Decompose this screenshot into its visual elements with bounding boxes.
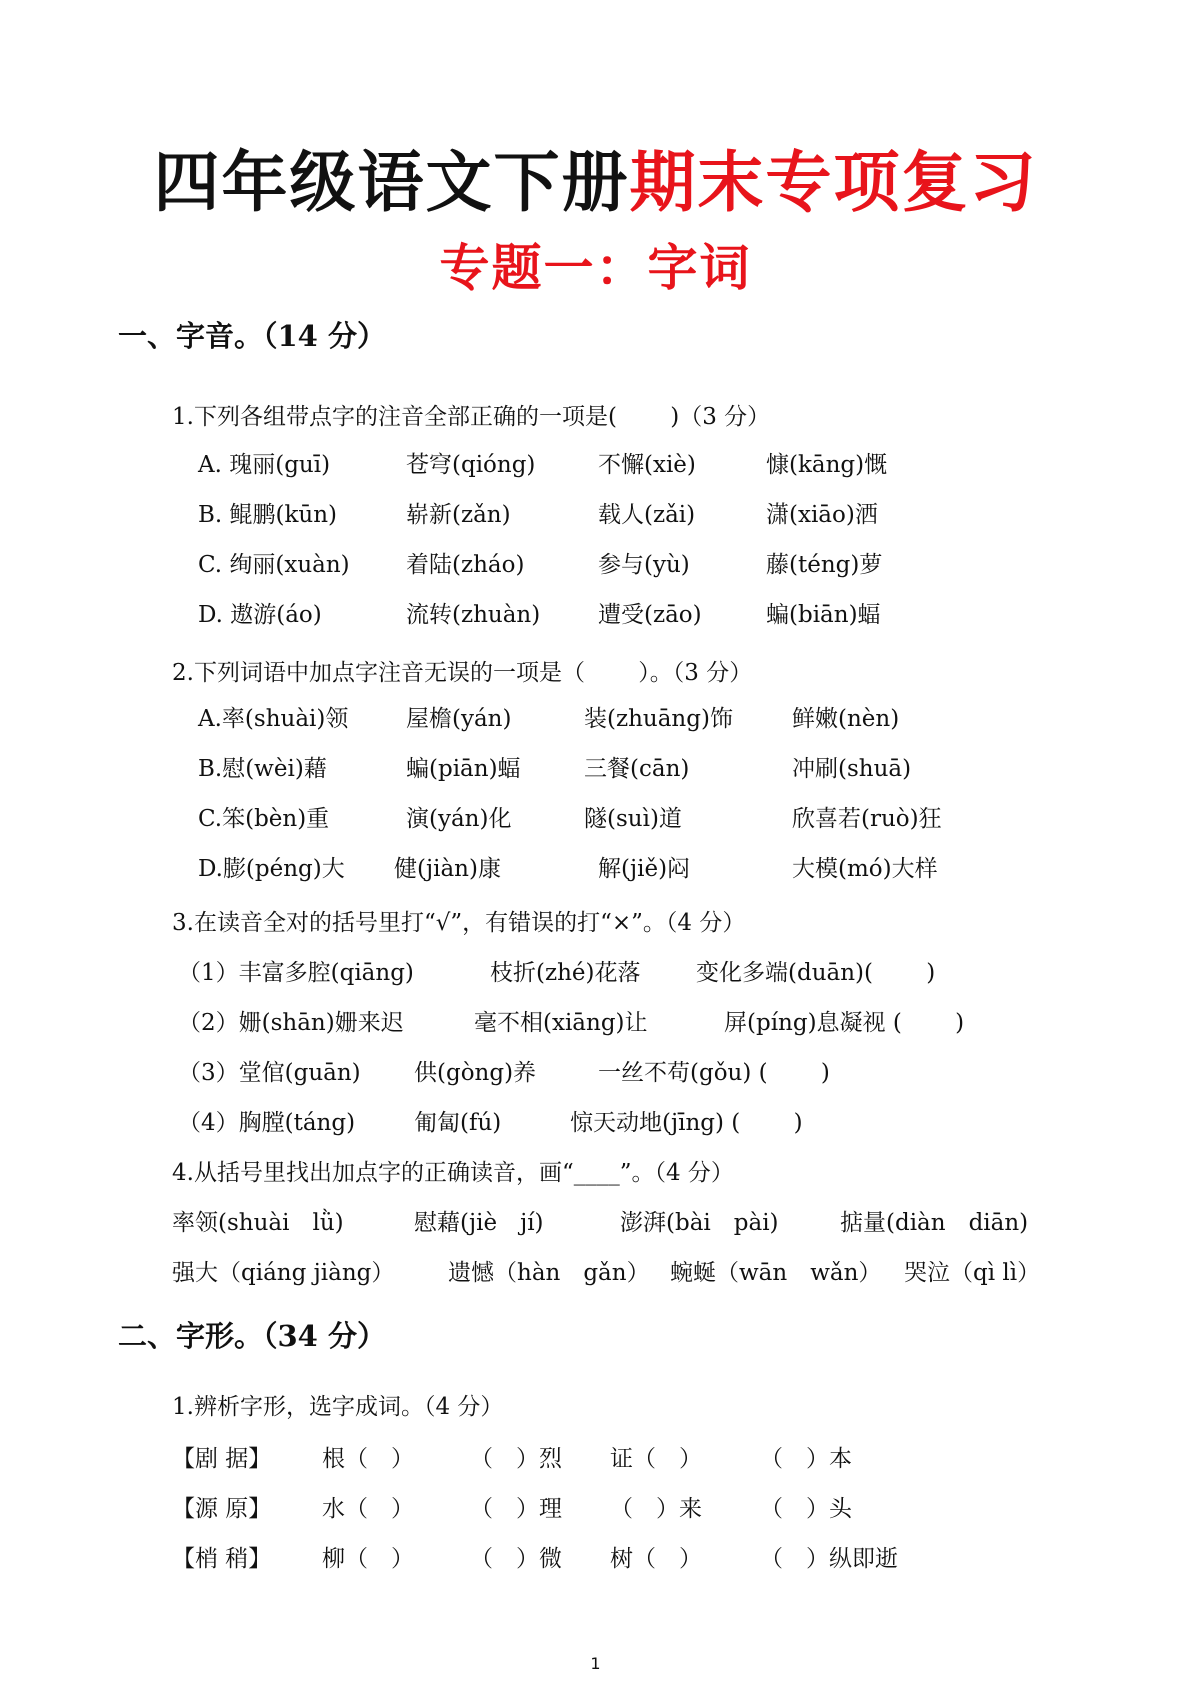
question-2-option-a — [198, 702, 1098, 736]
option-item: D. 遨游(áo) — [198, 602, 322, 628]
question-4-stem: 4.从括号里找出加点字的正确读音，画“____”。（4 分） — [172, 1160, 734, 1186]
blank-item: 柳（ ） — [322, 1546, 414, 1572]
option-item: 潇(xiāo)洒 — [766, 502, 878, 528]
question-2-option-c — [198, 802, 1098, 836]
question-3-item-3 — [178, 1056, 1078, 1090]
glyph-row-2 — [172, 1492, 972, 1526]
option-item: 冲刷(shuā) — [792, 756, 912, 782]
option-item: 遗憾（hàn gǎn） — [448, 1260, 650, 1286]
option-item: 慰藉(jiè jí) — [414, 1210, 544, 1236]
section-heading-pronunciation: 一、字音。（14 分） — [118, 319, 386, 353]
title-red: 期末专项复习 — [629, 144, 1038, 221]
question-1-stem: 1.下列各组带点字的注音全部正确的一项是( )（3 分） — [172, 404, 771, 430]
question-2-stem: 2.下列词语中加点字注音无误的一项是（ ）。（3 分） — [172, 660, 753, 686]
option-item: 大模(mó)大样 — [792, 856, 938, 882]
option-item: 装(zhuāng)饰 — [584, 706, 733, 732]
glyph-pair: 【剧 据】 — [172, 1446, 272, 1472]
option-item: 掂量(diàn diān) — [840, 1210, 1029, 1236]
option-item: 健(jiàn)康 — [394, 856, 501, 882]
option-item: 苍穹(qióng) — [406, 452, 536, 478]
option-item: 着陆(zháo) — [406, 552, 525, 578]
option-item: 澎湃(bài pài) — [620, 1210, 779, 1236]
blank-item: 证（ ） — [610, 1446, 702, 1472]
option-item: 变化多端(duān)( ) — [696, 960, 936, 986]
blank-item: （ ）来 — [610, 1496, 702, 1522]
question-4-row-2 — [172, 1256, 1132, 1290]
blank-item: 根（ ） — [322, 1446, 414, 1472]
page-number: 1 — [590, 1654, 601, 1673]
option-item: 毫不相(xiāng)让 — [474, 1010, 648, 1036]
option-item: 欣喜若(ruò)狂 — [792, 806, 942, 832]
option-item: 率领(shuài lǜ) — [172, 1210, 344, 1236]
option-item: 鲜嫩(nèn) — [792, 706, 900, 732]
option-item: B. 鲲鹏(kūn) — [198, 502, 338, 528]
blank-item: （ ）微 — [470, 1546, 562, 1572]
question-4-row-1 — [172, 1206, 1132, 1240]
blank-item: 树（ ） — [610, 1546, 702, 1572]
option-item: （1）丰富多腔(qiāng) — [178, 960, 414, 986]
option-item: 藤(téng)萝 — [766, 552, 883, 578]
glyph-row-3 — [172, 1542, 972, 1576]
option-item: （2）姗(shān)姗来迟 — [178, 1010, 404, 1036]
glyph-pair: 【源 原】 — [172, 1496, 272, 1522]
option-item: 解(jiě)闷 — [598, 856, 691, 882]
blank-item: （ ）烈 — [470, 1446, 562, 1472]
option-item: C.笨(bèn)重 — [198, 806, 330, 832]
option-item: 慷(kāng)慨 — [766, 452, 888, 478]
blank-item: （ ）头 — [760, 1496, 852, 1522]
question-1-option-d — [198, 598, 1098, 632]
option-item: 流转(zhuàn) — [406, 602, 541, 628]
option-item: 枝折(zhé)花落 — [490, 960, 641, 986]
option-item: B.慰(wèi)藉 — [198, 756, 327, 782]
question-2-option-b — [198, 752, 1098, 786]
option-item: 一丝不苟(gǒu) ( ) — [598, 1060, 830, 1086]
question-1-option-a — [198, 448, 1098, 482]
question-1-option-b — [198, 498, 1098, 532]
option-item: 匍匐(fú) — [414, 1110, 502, 1136]
option-item: 不懈(xiè) — [598, 452, 696, 478]
glyph-row-1 — [172, 1442, 972, 1476]
title-black: 四年级语文下册 — [153, 144, 630, 221]
option-item: 崭新(zǎn) — [406, 502, 511, 528]
option-item: 蜿蜒（wān wǎn） — [670, 1260, 882, 1286]
question-2-option-d — [198, 852, 1098, 886]
option-item: 载人(zǎi) — [598, 502, 696, 528]
option-item: 供(gòng)养 — [414, 1060, 537, 1086]
page-subtitle: 专题一：字词 — [439, 239, 752, 297]
question-3-item-2 — [178, 1006, 1078, 1040]
option-item: A.率(shuài)领 — [198, 706, 349, 732]
section-2-question-1-stem: 1.辨析字形，选字成词。（4 分） — [172, 1394, 504, 1420]
page-title — [0, 143, 1191, 223]
option-item: 演(yán)化 — [406, 806, 512, 832]
question-3-item-4 — [178, 1106, 1078, 1140]
question-3-item-1 — [178, 956, 1078, 990]
option-item: D.膨(péng)大 — [198, 856, 345, 882]
option-item: 惊天动地(jīng) ( ) — [570, 1110, 803, 1136]
option-item: （4）胸膛(táng) — [178, 1110, 356, 1136]
question-3-stem: 3.在读音全对的括号里打“√”，有错误的打“×”。（4 分） — [172, 910, 746, 936]
option-item: A. 瑰丽(guī) — [198, 452, 331, 478]
option-item: （3）堂倌(guān) — [178, 1060, 361, 1086]
blank-item: 水（ ） — [322, 1496, 414, 1522]
option-item: 哭泣（qì lì） — [904, 1260, 1041, 1286]
question-1-option-c — [198, 548, 1098, 582]
option-item: 参与(yù) — [598, 552, 690, 578]
blank-item: （ ）纵即逝 — [760, 1546, 898, 1572]
option-item: 遭受(zāo) — [598, 602, 702, 628]
option-item: 强大（qiáng jiàng） — [172, 1260, 395, 1286]
option-item: 蝙(piān)蝠 — [406, 756, 521, 782]
option-item: 屋檐(yán) — [406, 706, 512, 732]
blank-item: （ ）本 — [760, 1446, 852, 1472]
glyph-pair: 【梢 稍】 — [172, 1546, 272, 1572]
option-item: 隧(suì)道 — [584, 806, 682, 832]
option-item: 蝙(biān)蝠 — [766, 602, 881, 628]
blank-item: （ ）理 — [470, 1496, 562, 1522]
option-item: 屏(píng)息凝视 ( ) — [724, 1010, 965, 1036]
option-item: C. 绚丽(xuàn) — [198, 552, 350, 578]
section-heading-glyphs: 二、字形。（34 分） — [118, 1319, 386, 1353]
option-item: 三餐(cān) — [584, 756, 690, 782]
